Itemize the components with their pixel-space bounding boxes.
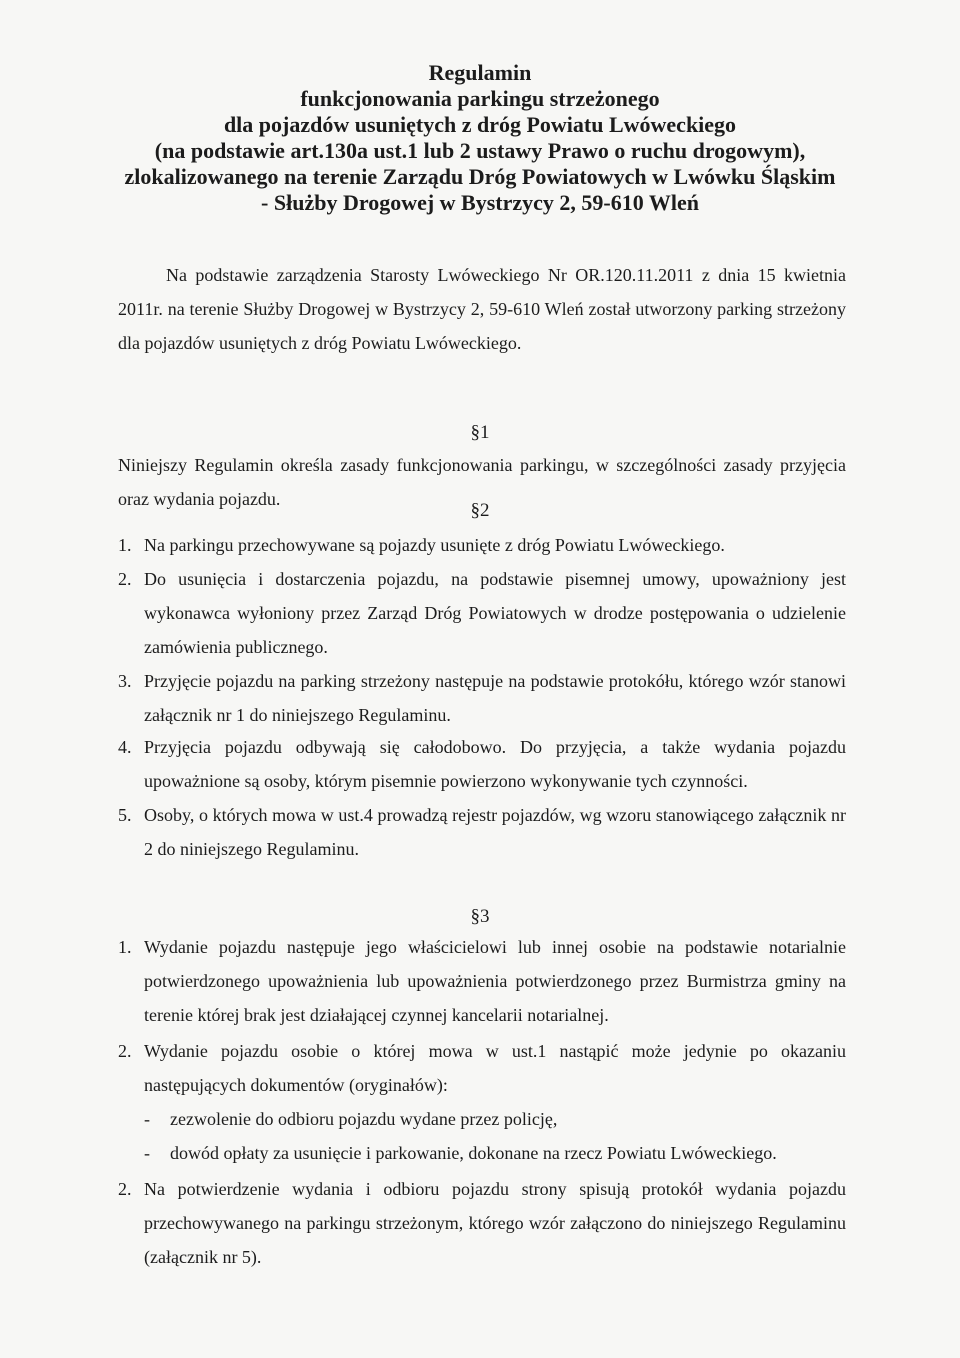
section-2-heading: §2	[470, 500, 490, 521]
s2-item-3	[118, 664, 846, 732]
s3-item-2-text: Wydanie pojazdu osobie o której mowa w ust.1 nastąpić może jedynie po okazaniu następujących dokumentów (oryginałów):	[144, 1041, 846, 1095]
section-1-paragraph: Niniejszy Regulamin określa zasady funkcjonowania parkingu, w szczególności zasady przyjęcia oraz wydania pojazdu.	[118, 455, 846, 509]
s3-dash-item-1	[144, 1102, 844, 1136]
s2-item-2-number: 2.	[118, 569, 132, 589]
s3-item-2	[118, 1034, 846, 1102]
s3-item-3-number: 2.	[118, 1179, 132, 1199]
s3-item-3-text: Na potwierdzenie wydania i odbioru pojazdu strony spisują protokół wydania pojazdu przechowywanego na parkingu strzeżonym, którego wzór załączono do niniejszego Regulaminu (załącznik nr 5).	[144, 1179, 846, 1267]
s2-item-4	[118, 730, 846, 798]
s3-item-2-number: 2.	[118, 1041, 132, 1061]
dash-marker: -	[144, 1109, 150, 1129]
s2-item-5-text: Osoby, o których mowa w ust.4 prowadzą rejestr pojazdów, wg wzoru stanowiącego załącznik nr 2 do niniejszego Regulaminu.	[144, 805, 846, 859]
s2-item-1-text: Na parkingu przechowywane są pojazdy usunięte z dróg Powiatu Lwóweckiego.	[144, 535, 725, 555]
title-line-4: (na podstawie art.130a ust.1 lub 2 ustawy Prawo o ruchu drogowym),	[154, 138, 806, 163]
s3-item-1-text: Wydanie pojazdu następuje jego właścicielowi lub innej osobie na podstawie notarialnie potwierdzonego upoważnienia lub upoważnienia potwierdzonego przez Burmistrza gminy na terenie której brak jest działającej czynnej kancelarii notarialnej.	[144, 937, 846, 1025]
s2-item-1	[118, 528, 846, 562]
title-line-6: - Służby Drogowej w Bystrzycy 2, 59-610 Wleń	[261, 190, 699, 215]
intro-text: Na podstawie zarządzenia Starosty Lwóweckiego Nr OR.120.11.2011 z dnia 15 kwietnia 2011r. na terenie Służby Drogowej w Bystrzycy 2, 59-610 Wleń został utworzony parking strzeżony dla pojazdów usuniętych z dróg Powiatu Lwóweckiego.	[118, 265, 846, 353]
dash-item-text: dowód opłaty za usunięcie i parkowanie, dokonane na rzecz Powiatu Lwóweckiego.	[170, 1143, 777, 1163]
title-line-3: dla pojazdów usuniętych z dróg Powiatu Lwóweckiego	[223, 112, 737, 137]
dash-marker: -	[144, 1143, 150, 1163]
title-line-2: funkcjonowania parkingu strzeżonego	[300, 86, 660, 111]
s2-item-4-number: 4.	[118, 737, 132, 757]
dash-item-text: zezwolenie do odbioru pojazdu wydane przez policję,	[170, 1109, 558, 1129]
intro-paragraph	[118, 258, 846, 360]
s3-item-3	[118, 1172, 846, 1274]
title-line-1: Regulamin	[428, 60, 532, 85]
s2-item-3-number: 3.	[118, 671, 132, 691]
s2-item-1-number: 1.	[118, 535, 132, 555]
s3-dash-item-2	[144, 1136, 844, 1170]
s2-item-3-text: Przyjęcie pojazdu na parking strzeżony następuje na podstawie protokółu, którego wzór stanowi załącznik nr 1 do niniejszego Regulaminu.	[144, 671, 846, 725]
s2-item-5	[118, 798, 846, 866]
s2-item-2-text: Do usunięcia i dostarczenia pojazdu, na podstawie pisemnej umowy, upoważniony jest wykonawca wyłoniony przez Zarząd Dróg Powiatowych w drodze postępowania o udzielenie zamówienia publicznego.	[144, 569, 846, 657]
s2-item-5-number: 5.	[118, 805, 132, 825]
s2-item-4-text: Przyjęcia pojazdu odbywają się całodobowo. Do przyjęcia, a także wydania pojazdu upoważnione są osoby, którym pisemnie powierzono wykonywanie tych czynności.	[144, 737, 846, 791]
document-title	[0, 60, 960, 216]
s2-item-2	[118, 562, 846, 664]
s3-item-1-number: 1.	[118, 937, 132, 957]
section-1-heading: §1	[470, 422, 490, 443]
title-line-5: zlokalizowanego na terenie Zarządu Dróg Powiatowych w Lwówku Śląskim	[124, 164, 836, 189]
s3-item-1	[118, 930, 846, 1032]
section-3-heading: §3	[470, 906, 490, 927]
